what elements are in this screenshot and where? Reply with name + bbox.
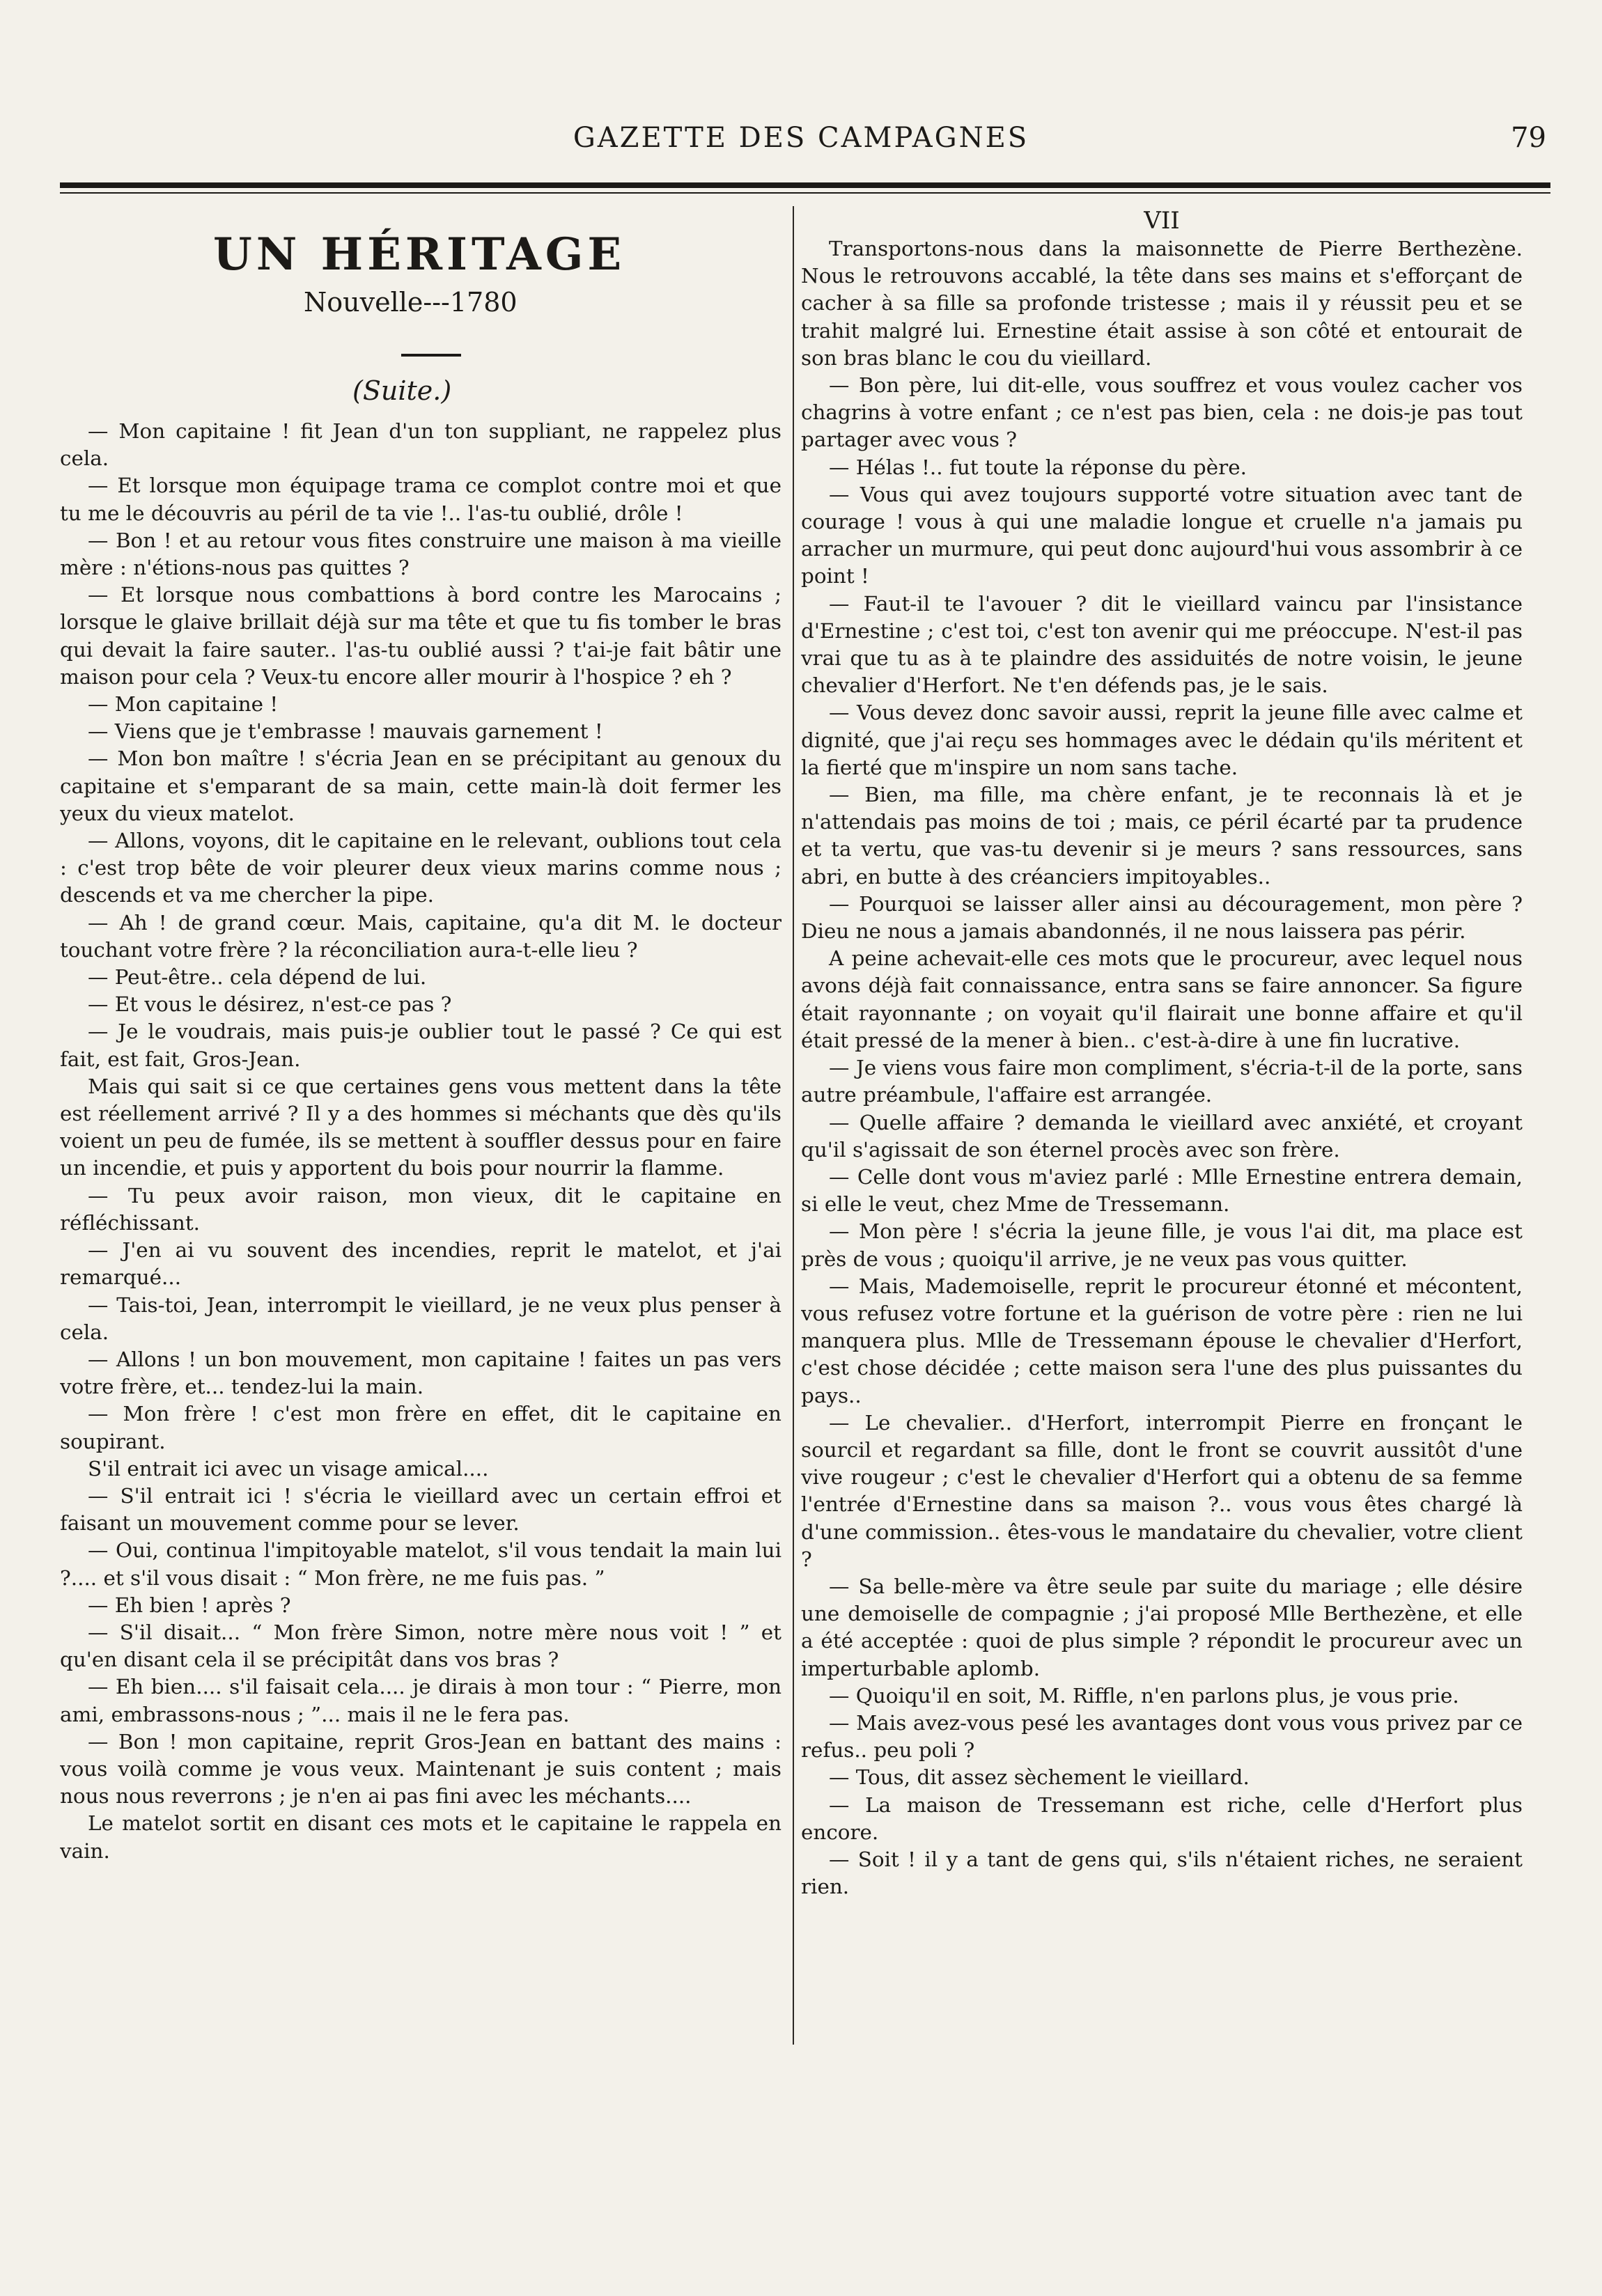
paragraph: — Vous qui avez toujours supporté votre situation avec tant de courage ! vous à qui une maladie longue et cruelle n'a jamais pu arracher un murmure, qui peut donc aujourd'hui vous assombrir à ce point !	[801, 482, 1523, 588]
paragraph: — Oui, continua l'impitoyable matelot, s'il vous tendait la main lui ?.... et s'il vous disait : “ Mon frère, ne me fuis pas. ”	[60, 1538, 781, 1590]
paragraph: — Mon père ! s'écria la jeune fille, je vous l'ai dit, ma place est près de vous ; quoiqu'il arrive, je ne veux pas vous quitter.	[801, 1219, 1523, 1271]
paragraph: — Je viens vous faire mon compliment, s'écria-t-il de la porte, sans autre préambule, l'affaire est arrangée.	[801, 1056, 1523, 1107]
right-column	[801, 206, 1523, 2045]
paragraph: — Celle dont vous m'aviez parlé : Mlle Ernestine entrera demain, si elle le veut, chez Mme de Tressemann.	[801, 1164, 1523, 1217]
paragraph: Transportons-nous dans la maisonnette de Pierre Berthezène. Nous le retrouvons accablé, la tête dans ses mains et s'efforçant de cacher à sa fille sa profonde tristesse ; mais il y réussit peu et se trahit malgré lui. Ernestine était assise à son côté et entourait de son bras blanc le cou du vieillard.	[801, 237, 1523, 370]
paragraph: — Et lorsque mon équipage trama ce complot contre moi et que tu me le découvris au péril de ta vie !.. l'as-tu oublié, drôle !	[60, 474, 781, 525]
paragraph: — Pourquoi se laisser aller ainsi au découragement, mon père ? Dieu ne nous a jamais abandonnés, il ne nous laissera pas périr.	[801, 891, 1523, 944]
paragraph: — Mon frère ! c'est mon frère en effet, dit le capitaine en soupirant.	[60, 1402, 781, 1453]
paragraph: — Mais avez-vous pesé les avantages dont vous vous privez par ce refus.. peu poli ?	[801, 1710, 1523, 1763]
paragraph: — Mais, Mademoiselle, reprit le procureur étonné et mécontent, vous refusez votre fortune et la guérison de votre père : rien ne lui manquera plus. Mlle de Tressemann épouse le chevalier d'Herfort, c'est chose décidée ; cette maison sera l'une des plus puissantes du pays..	[801, 1274, 1523, 1407]
paragraph: — Quelle affaire ? demanda le vieillard avec anxiété, et croyant qu'il s'agissait de son éternel procès avec son frère.	[801, 1110, 1523, 1162]
paragraph: — Allons ! un bon mouvement, mon capitaine ! faites un pas vers votre frère, et... tendez-lui la main.	[60, 1347, 781, 1399]
column-divider	[793, 206, 794, 2045]
paragraph: Mais qui sait si ce que certaines gens vous mettent dans la tête est réellement arrivé ? Il y a des hommes si méchants que dès qu'ils voient un peu de fumée, ils se mettent à souffler dessus pour en faire un incendie, et puis y apportent du bois pour nourrir la flamme.	[60, 1074, 781, 1180]
paragraph: — Soit ! il y a tant de gens qui, s'ils n'étaient riches, ne seraient rien.	[801, 1847, 1523, 1899]
paragraph: — Ah ! de grand cœur. Mais, capitaine, qu'a dit M. le docteur touchant votre frère ? la réconciliation aura-t-elle lieu ?	[60, 910, 781, 962]
paragraph: — J'en ai vu souvent des incendies, reprit le matelot, et j'ai remarqué...	[60, 1238, 781, 1290]
story-title: UN HÉRITAGE	[213, 228, 626, 281]
left-column-body	[60, 418, 781, 1865]
running-head	[0, 117, 1602, 159]
paragraph: — Quoiqu'il en soit, M. Riffle, n'en parlons plus, je vous prie.	[829, 1683, 1459, 1708]
paragraph: — Mon capitaine ! fit Jean d'un ton suppliant, ne rappelez plus cela.	[60, 419, 781, 471]
paragraph: — S'il entrait ici ! s'écria le vieillard avec un certain effroi et faisant un mouvement comme pour se lever.	[60, 1483, 781, 1536]
paragraph: — Bon père, lui dit-elle, vous souffrez et vous voulez cacher vos chagrins à votre enfant ; ce n'est pas bien, cela : ne dois-je pas tout partager avec vous ?	[801, 373, 1523, 452]
page-number: 79	[1511, 122, 1546, 154]
paragraph: — Eh bien ! après ?	[88, 1593, 291, 1617]
paragraph: A peine achevait-elle ces mots que le procureur, avec lequel nous avons déjà fait connaissance, entra sans se faire annoncer. Sa figure était rayonnante ; on voyait qu'il flairait une bonne affaire et qu'il était pressé de la mener à bien.. c'est-à-dire à une fin lucrative.	[801, 946, 1523, 1052]
paragraph: — Hélas !.. fut toute la réponse du père.	[829, 455, 1247, 479]
paragraph: — Bon ! et au retour vous fites construire une maison à ma vieille mère : n'étions-nous pas quittes ?	[60, 528, 781, 580]
paragraph: — S'il disait... “ Mon frère Simon, notre mère nous voit ! ” et qu'en disant cela il se précipitât dans vos bras ?	[60, 1620, 781, 1672]
continued-label: (Suite.)	[352, 375, 452, 406]
chapter-heading: VII	[1144, 207, 1180, 235]
paragraph: — Bon ! mon capitaine, reprit Gros-Jean en battant des mains : vous voilà comme je vous veux. Maintenant je suis content ; mais nous nous reverrons ; je n'en ai pas fini avec les méchants....	[60, 1729, 781, 1809]
header-rule-thick	[60, 182, 1550, 188]
paragraph: — Vous devez donc savoir aussi, reprit la jeune fille avec calme et dignité, que j'ai reçu ses hommages avec le dédain qu'ils méritent et la fierté que m'inspire un nom sans tache.	[801, 701, 1523, 779]
paragraph: — Tais-toi, Jean, interrompit le vieillard, je ne veux plus penser à cela.	[60, 1293, 781, 1344]
title-separator-rule	[401, 354, 461, 357]
paragraph: — Sa belle-mère va être seule par suite du mariage ; elle désire une demoiselle de compagnie ; j'ai proposé Mlle Berthezène, et elle a été acceptée : quoi de plus simple ? répondit le procureur avec un imperturbable aplomb.	[801, 1574, 1523, 1680]
paragraph: — Eh bien.... s'il faisait cela.... je dirais à mon tour : “ Pierre, mon ami, embrassons-nous ; ”... mais il ne le fera pas.	[60, 1675, 781, 1726]
paragraph: — Mon capitaine !	[88, 692, 279, 717]
right-column-body	[801, 235, 1523, 1900]
paragraph: — Et lorsque nous combattions à bord contre les Marocains ; lorsque le glaive brillait déjà sur ma tête et que tu fis tomber le bras qui devait la faire sauter.. l'as-tu oublié aussi ? t'ai-je fait bâtir une maison pour cela ? Veux-tu encore aller mourir à l'hospice ? eh ?	[60, 583, 781, 689]
paragraph: — Faut-il te l'avouer ? dit le vieillard vaincu par l'insistance d'Ernestine ; c'est toi, c'est ton avenir qui me préoccupe. N'est-il pas vrai que tu as à te plaindre des assiduités de notre voisin, le jeune chevalier d'Herfort. Ne t'en défends pas, je le sais.	[801, 591, 1523, 698]
paragraph: S'il entrait ici avec un visage amical....	[88, 1456, 489, 1481]
paragraph: — Le chevalier.. d'Herfort, interrompit Pierre en fronçant le sourcil et regardant sa fille, dont le front se couvrit aussitôt d'une vive rougeur ; c'est le chevalier d'Herfort qui a obtenu de sa femme l'entrée d'Ernestine dans sa maison ?.. vous vous êtes chargé là d'une commission.. êtes-vous le mandataire du chevalier, votre client ?	[801, 1410, 1523, 1571]
paragraph: — Et vous le désirez, n'est-ce pas ?	[88, 992, 452, 1017]
paragraph: — Allons, voyons, dit le capitaine en le relevant, oublions tout cela : c'est trop bête de voir pleurer deux vieux marins comme nous ; descends et va me chercher la pipe.	[60, 829, 781, 907]
paragraph: — Tous, dit assez sèchement le vieillard.	[829, 1765, 1250, 1790]
header-rule-thin	[60, 192, 1550, 194]
paragraph: — Peut-être.. cela dépend de lui.	[88, 965, 427, 990]
paragraph: — Je le voudrais, mais puis-je oublier tout le passé ? Ce qui est fait, est fait, Gros-Jean.	[60, 1020, 781, 1071]
paragraph: — Tu peux avoir raison, mon vieux, dit le capitaine en réfléchissant.	[60, 1183, 781, 1235]
paragraph: — Mon bon maître ! s'écria Jean en se précipitant au genoux du capitaine et s'emparant de sa main, cette main-là doit fermer les yeux du vieux matelot.	[60, 747, 781, 825]
story-subtitle: Nouvelle---1780	[304, 287, 518, 318]
paragraph: Le matelot sortit en disant ces mots et le capitaine le rappela en vain.	[60, 1811, 781, 1863]
masthead: GAZETTE DES CAMPAGNES	[573, 122, 1029, 154]
paragraph: — Bien, ma fille, ma chère enfant, je te reconnais là et je n'attendais pas moins de toi ; mais, ce péril écarté par ta prudence et ta vertu, que vas-tu devenir si je meurs ? sans ressources, sans abri, en butte à des créanciers impitoyables..	[801, 783, 1523, 889]
paragraph: — La maison de Tressemann est riche, celle d'Herfort plus encore.	[801, 1793, 1523, 1844]
paragraph: — Viens que je t'embrasse ! mauvais garnement !	[88, 719, 603, 744]
left-column	[60, 206, 781, 2045]
